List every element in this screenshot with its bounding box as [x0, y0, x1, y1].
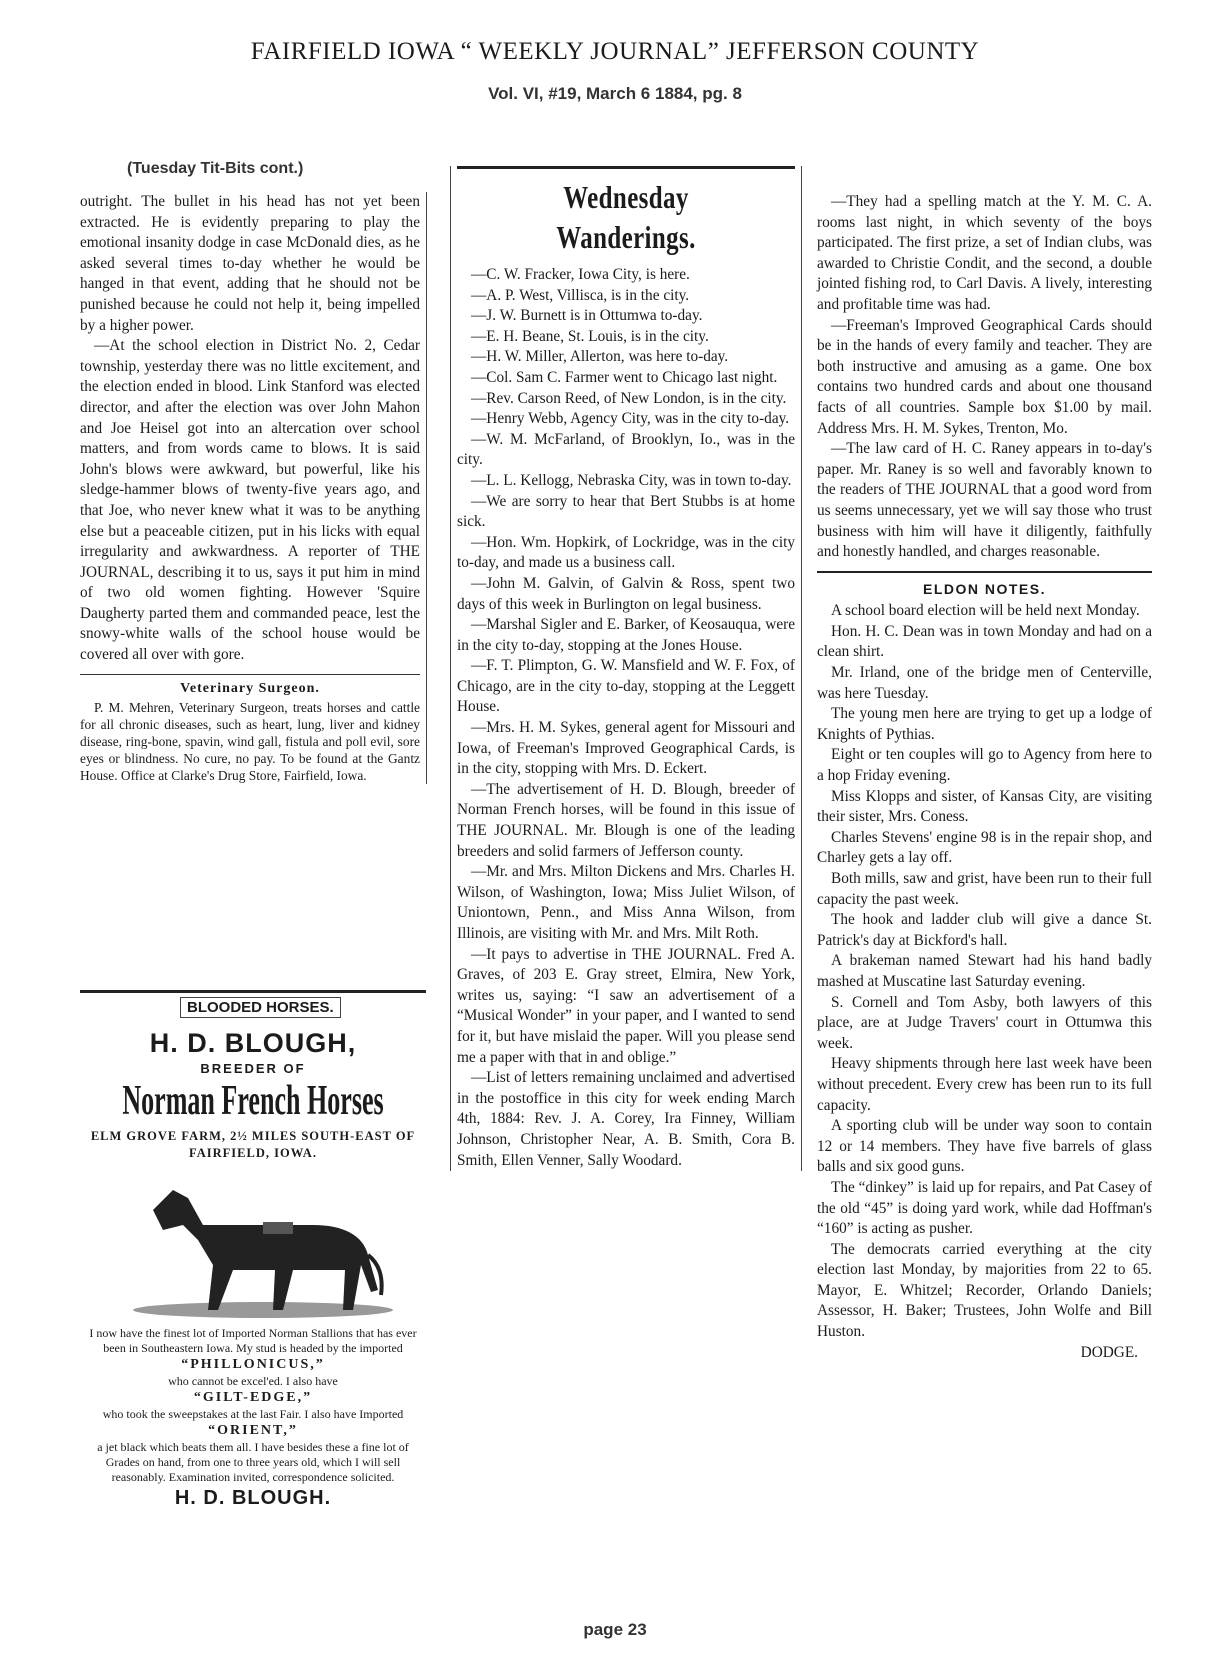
paragraph: The young men here are trying to get up a lodge of Knights of Pythias.: [817, 705, 1152, 743]
paragraph: —It pays to advertise in THE JOURNAL. Fred A. Graves, of 203 E. Gray street, Elmira, New York, writes us, saying: “I saw an advertisement of a “Musical Wonder” in your paper, and I wanted to send for it, but have mislaid the paper. Will you please send me a paper with that in and oblige.”: [457, 945, 795, 1066]
paragraph: —The law card of H. C. Raney appears in to-day's paper. Mr. Raney is so well and favorably known to the readers of THE JOURNAL that a good word from us seems unnecessary, yet we will say those who trust business with him will have it diligently, faithfully and honestly handled, and charges reasonable.: [817, 440, 1152, 561]
paragraph: —L. L. Kellogg, Nebraska City, was in town to-day.: [471, 471, 792, 489]
veterinary-notice: [80, 674, 420, 785]
paragraph: Heavy shipments through here last week have been without precedent. Every crew has been run to its full capacity.: [817, 1055, 1152, 1114]
eldon-heading: ELDON NOTES.: [922, 580, 1046, 597]
paragraph: —C. W. Fracker, Iowa City, is here.: [471, 266, 690, 283]
paragraph: —Rev. Carson Reed, of New London, is in the city.: [471, 389, 787, 407]
column-rule: [457, 166, 795, 169]
paragraph: Charles Stevens' engine 98 is in the repair shop, and Charley gets a lay off.: [817, 828, 1152, 867]
ad-text-2: who cannot be excel'ed. I also have: [168, 1374, 338, 1388]
column-3: [817, 192, 1152, 1363]
issue-subtitle: Vol. VI, #19, March 6 1884, pg. 8: [488, 84, 742, 103]
paragraph: —John M. Galvin, of Galvin & Ross, spent two days of this week in Burlington on legal business.: [457, 574, 795, 613]
paragraph: —E. H. Beane, St. Louis, is in the city.: [471, 327, 709, 345]
paragraph: —H. W. Miller, Allerton, was here to-day.: [471, 348, 729, 366]
ad-horse-3: “ORIENT,”: [208, 1423, 298, 1438]
paragraph: Both mills, saw and grist, have been run to their full capacity the past week.: [817, 870, 1152, 908]
eldon-notes: [817, 571, 1152, 1364]
paragraph: —Hon. Wm. Hopkirk, of Lockridge, was in the city to-day, and made us a business call.: [457, 533, 795, 572]
ad-horse-1: “PHILLONICUS,”: [181, 1357, 325, 1372]
paragraph: The hook and ladder club will give a dance St. Patrick's day at Bickford's hall.: [817, 911, 1152, 949]
paragraph: —Mrs. H. M. Sykes, general agent for Missouri and Iowa, of Freeman's Improved Geographical Cards, is in the city, stopping with Mrs. D. Eckert.: [457, 719, 795, 778]
paragraph: S. Cornell and Tom Asby, both lawyers of this place, are at Judge Travers' court in Ottumwa this week.: [817, 993, 1152, 1052]
wanderings-list: [457, 265, 795, 1171]
ad-farm: ELM GROVE FARM, 2½ MILES SOUTH-EAST OF FAIRFIELD, IOWA.: [90, 1129, 416, 1160]
horse-engraving-icon: [113, 1170, 393, 1320]
paragraph: —At the school election in District No. 2, Cedar township, yesterday there was no little excitement, and the election ended in blood. Link Stanford was elected director, and after the election was over John Mahon and Joe Heisel got into an altercation over school matters, and from words came to blows. It is said John's blows were awkward, but powerful, like his sledge-hammer blows of twenty-five years ago, and that Joe, who never knew what it was to be anything else but a peaceable citizen, put in his licks with equal irregularity and awkwardness. A reporter of THE JOURNAL, describing it to us, says it put him in mind of two old women fighting. However 'Squire Daugherty parted them and commanded peace, lest the snowy-white walls of the school house would be covered all over with gore.: [80, 337, 420, 664]
paragraph: outright. The bullet in his head has not yet been extracted. He is evidently preparing to play the emotional insanity dodge in case McDonald dies, as he asked several times to-day whether he would be hanged in that event, adding that he should not be punished because he could not help it, being impelled by a higher power.: [80, 193, 420, 334]
paragraph: —Marshal Sigler and E. Barker, of Keosauqua, were in the city to-day, stopping at the Jones House.: [457, 616, 795, 654]
ad-signature: H. D. BLOUGH.: [174, 1487, 332, 1509]
vet-heading: Veterinary Surgeon.: [180, 680, 320, 696]
ad-breeder: BREEDER OF: [200, 1061, 306, 1076]
paragraph: —Freeman's Improved Geographical Cards should be in the hands of every family and teacher. They are both instructive and amusing as a game. One box contains two hundred cards and about one thousand facts of all countries. Sample box $1.00 by mail. Address Mrs. H. M. Sykes, Trenton, Mo.: [817, 316, 1152, 437]
paragraph: A brakeman named Stewart had his hand badly mashed at Muscatine last Saturday evening.: [817, 952, 1152, 990]
paragraph: Mr. Irland, one of the bridge men of Centerville, was here Tuesday.: [817, 664, 1152, 702]
paragraph: —F. T. Plimpton, G. W. Mansfield and W. F. Fox, of Chicago, are in the city to-day, stopping at the Leggett House.: [457, 657, 795, 716]
ad-horse-2: “GILT-EDGE,”: [193, 1390, 313, 1405]
paragraph: —Col. Sam C. Farmer went to Chicago last night.: [471, 368, 778, 386]
paragraph: —We are sorry to hear that Bert Stubbs is at home sick.: [457, 492, 795, 531]
paragraph: —List of letters remaining unclaimed and advertised in the postoffice in this city for week ending March 4th, 1884: Rev. J. A. Corey, Ira Finney, William Johnson, Christopher Near, A. B. Smith, Cora B. Smith, Ellen Venner, Sally Woodard.: [457, 1069, 795, 1169]
wednesday-heading: Wednesday Wanderings.: [556, 179, 696, 255]
paragraph: —A. P. West, Villisca, is in the city.: [471, 286, 690, 304]
paragraph: A sporting club will be under way soon to contain 12 or 14 members. They have five barrels of glass balls and six good guns.: [817, 1117, 1152, 1176]
paragraph: The “dinkey” is laid up for repairs, and Pat Casey of the old “45” is doing yard work, while dad Hoffman's “160” is acting as pusher.: [817, 1178, 1152, 1238]
ad-label: BLOODED HORSES.: [180, 997, 341, 1018]
paragraph: —Henry Webb, Agency City, was in the city to-day.: [471, 410, 790, 428]
eldon-signature: DODGE.: [1080, 1343, 1138, 1361]
ad-breed: Norman French Horses: [122, 1078, 384, 1124]
paragraph: —W. M. McFarland, of Brooklyn, Io., was in the city.: [457, 430, 795, 469]
eldon-list: [817, 601, 1152, 1342]
paragraph: Miss Klopps and sister, of Kansas City, are visiting their sister, Mrs. Coness.: [817, 787, 1152, 826]
ad-text-4: a jet black which beats them all. I have besides these a fine lot of Grades on hand, from one to three years old, which I will sell reasonably. Examination invited, correspondence solicited.: [97, 1440, 409, 1484]
paragraph: —The advertisement of H. D. Blough, breeder of Norman French horses, will be found in this issue of THE JOURNAL. Mr. Blough is one of the leading breeders and solid farmers of Jefferson county.: [457, 780, 795, 860]
vet-text: P. M. Mehren, Veterinary Surgeon, treats horses and cattle for all chronic diseases, such as heart, lung, liver and kidney disease, ring-bone, spavin, wind gall, fistula and poll evil, sore eyes or blindness. No cure, no pay. To be found at the Gantz House. Office at Clarke's Drug Store, Fairfield, Iowa.: [80, 700, 420, 784]
ad-text-3: who took the sweepstakes at the last Fair. I also have Imported: [102, 1407, 404, 1421]
paragraph: Hon. H. C. Dean was in town Monday and had on a clean shirt.: [817, 622, 1152, 661]
column-2: [450, 166, 802, 1171]
paragraph: —Mr. and Mrs. Milton Dickens and Mrs. Charles H. Wilson, of Washington, Iowa; Miss Juliet Wilson, of Uniontown, Penn., and Miss Anna Wilson, from Illinois, are visiting with Mr. and Mrs. Milt Roth.: [457, 863, 795, 942]
column-1: [80, 192, 427, 784]
continuation-label: (Tuesday Tit-Bits cont.): [127, 160, 304, 177]
ad-name: H. D. BLOUGH,: [149, 1028, 357, 1058]
paragraph: Eight or ten couples will go to Agency from here to a hop Friday evening.: [817, 746, 1152, 785]
paragraph: —They had a spelling match at the Y. M. C. A. rooms last night, in which seventy of the boys participated. The first prize, a set of Indian clubs, was awarded to Christie Condit, and the second, a double jointed fishing rod, to Carl Davis. A lively, interesting and profitable time was had.: [817, 193, 1152, 313]
ad-text-1: I now have the finest lot of Imported Norman Stallions that has ever been in Southeastern Iowa. My stud is headed by the imported: [89, 1326, 417, 1355]
page-number: page 23: [583, 1620, 647, 1639]
column-3-list: [817, 192, 1152, 563]
paragraph: A school board election will be held next Monday.: [831, 602, 1140, 620]
blough-advertisement: [80, 990, 426, 1510]
page-title: FAIRFIELD IOWA “ WEEKLY JOURNAL” JEFFERSON COUNTY: [250, 38, 980, 65]
paragraph: The democrats carried everything at the city election last Monday, by majorities from 22 to 65. Mayor, E. Whitzel; Recorder, Orlando Daniels; Assessor, H. Baker; Trustees, John Wolfe and Bill Huston.: [817, 1240, 1152, 1341]
paragraph: —J. W. Burnett is in Ottumwa to-day.: [471, 307, 703, 325]
